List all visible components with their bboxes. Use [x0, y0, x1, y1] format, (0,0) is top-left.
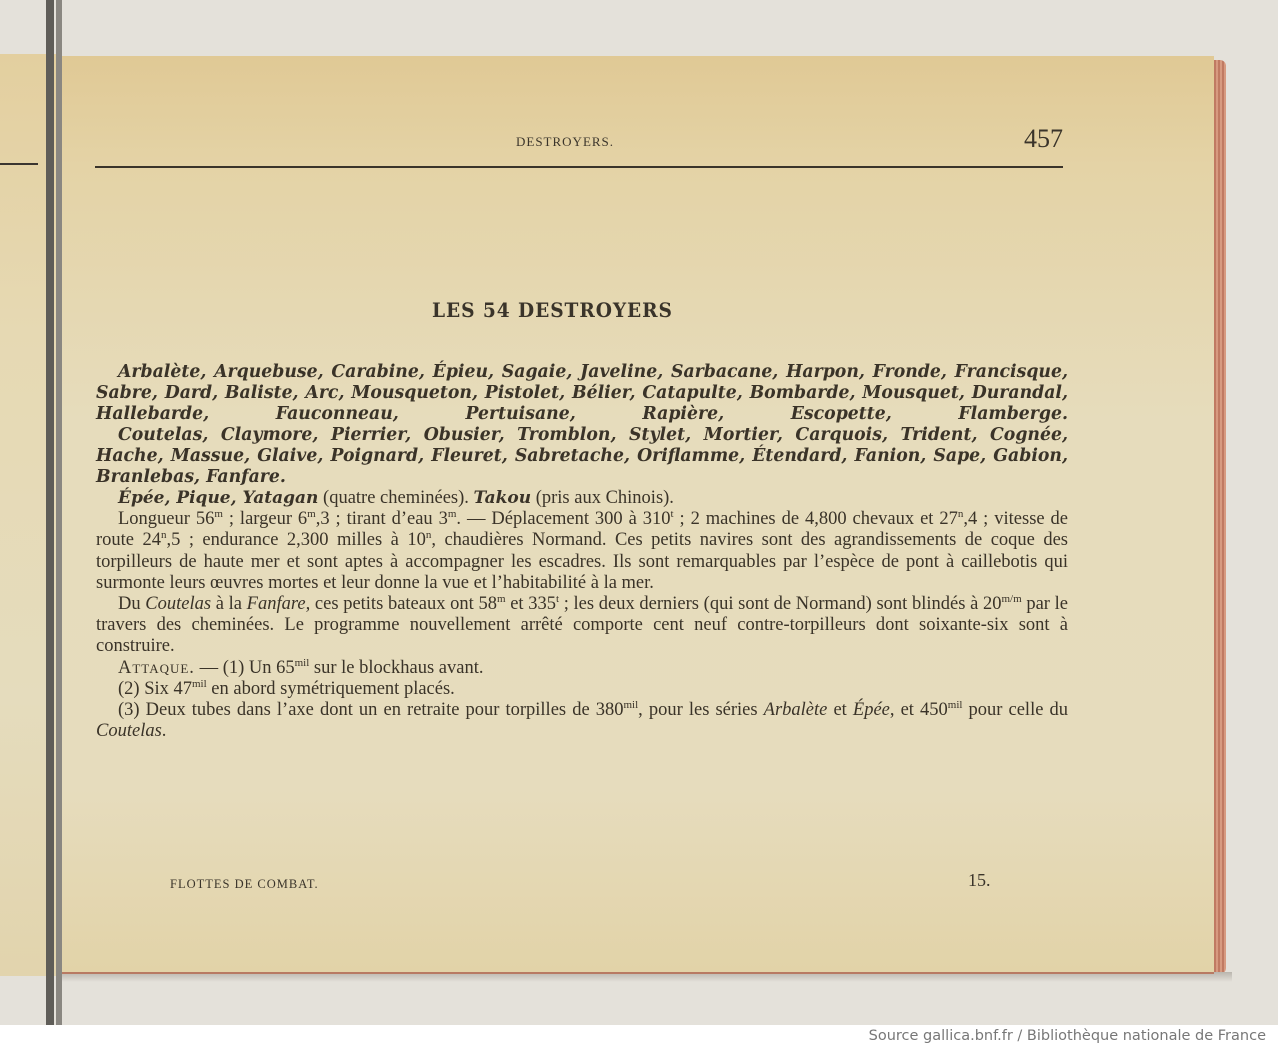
left-page-rule: [0, 163, 38, 165]
source-credit: Source gallica.bnf.fr / Bibliothèque nationale de France: [868, 1028, 1266, 1044]
prose: [96, 488, 1068, 742]
footer-signature-mark: 15.: [968, 870, 991, 890]
specs-paragraph: Longueur 56$^m$ ; largeur 6$^m$,3 ; tirant d’eau 3$^m$. — Déplacement 300 à 310$^t$ ; 2 machines de 4,800 chevaux et 27$^n$,4 ; vitesse de route 24$^n$,5 ; endurance 2,300 milles à 10$^n$, chaudières Normand. Ces petits navires sont des agrandissements de coque des torpilleurs de haute mer et sont aptes à accompagner les escadres. Ils sont remarquables par l’espèce de pont à caillebotis qui surmonte leurs œuvres mortes et leur donne la vue et l’habitabilité à la mer.: [96, 508, 1069, 593]
page-stack-edge: [1214, 60, 1226, 974]
ship-list-arbalete-series: Arbalète, Arquebuse, Carabine, Épieu, Sagaie, Javeline, Sarbacane, Harpon, Fronde, Francisque, Sabre, Dard, Baliste, Arc, Mousqueton, Pistolet, Bélier, Catapulte, Bombarde, Mousquet, Durandal, Hallebarde, Fauconneau, Pertuisane, Rapière, Escopette, Flamberge.: [96, 362, 1068, 424]
ship-list: [96, 362, 1068, 488]
armament-line-3: (3) Deux tubes dans l’axe dont un en retraite pour torpilles de $380^{mil}$, pour les séries Arbalète et Épée, et $450^{mil}$ pour celle du Coutelas.: [96, 698, 1068, 742]
body-text: [96, 362, 1068, 742]
book-gutter: [46, 0, 54, 1025]
four-funnels-line: Épée, Pique, Yatagan (quatre cheminées). Takou (pris aux Chinois).: [118, 488, 674, 508]
section-title: LES 54 DESTROYERS: [432, 298, 673, 322]
coutelas-paragraph: Du Coutelas à la Fanfare, ces petits bateaux ont 58$^m$ et 335$^t$ ; les deux derniers (qui sont de Normand) sont blindés à $20^{m/m}$ par le travers des cheminées. Le programme nouvellement arrêté comporte cent neuf contre-torpilleurs dont soixante-six sont à construire.: [96, 592, 1068, 657]
footer-book-title: FLOTTES DE COMBAT.: [170, 877, 319, 891]
page-number: 457: [1024, 124, 1063, 153]
header-rule: [95, 166, 1063, 168]
armament-line-1: Attaque. — (1) Un $65^{mil}$ sur le blockhaus avant.: [118, 656, 484, 678]
running-head: DESTROYERS.: [516, 134, 615, 149]
ship-list-coutelas-series: Coutelas, Claymore, Pierrier, Obusier, Tromblon, Stylet, Mortier, Carquois, Trident, Cognée, Hache, Massue, Glaive, Poignard, Fleuret, Sabretache, Oriflamme, Étendard, Fanion, Sape, Gabion, Branlebas, Fanfare.: [96, 425, 1068, 487]
armament-line-2: (2) Six $47^{mil}$ en abord symétriquement placés.: [118, 677, 455, 699]
